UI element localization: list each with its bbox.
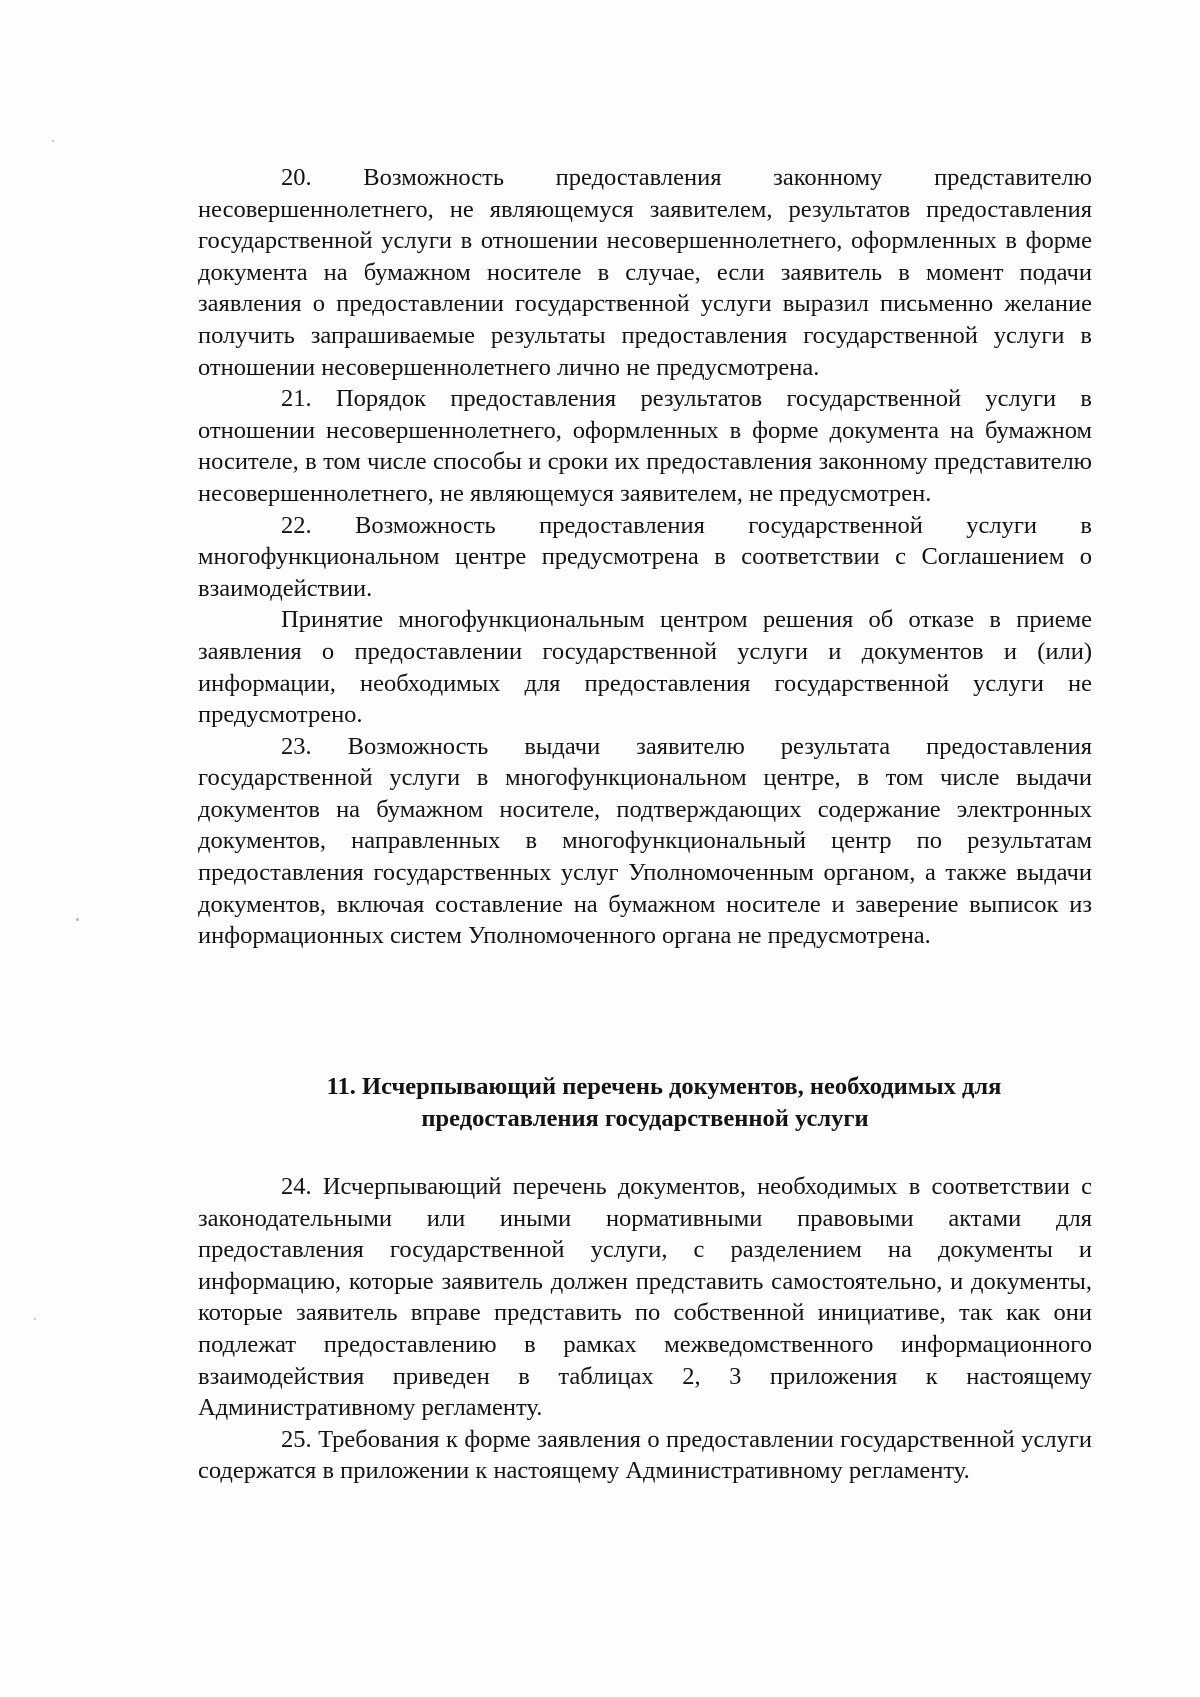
paragraph-25: 25. Требования к форме заявления о предоставлении государственной услуги содержатся в приложении к настоящему Административному регламенту. <box>198 1425 1092 1485</box>
body-text-top <box>198 162 1092 952</box>
scan-speck <box>76 918 79 921</box>
scan-speck <box>52 140 54 142</box>
paragraph-20: 20. Возможность предоставления законному представителю несовершеннолетнего, не являющемуся заявителем, результатов предоставления государственной услуги в отношении несовершеннолетнего, оформленных в форме документа на бумажном носителе в случае, если заявитель в момент подачи заявления о предоставлении государственной услуги выразил письменно желание получить запрашиваемые результаты предоставления государственной услуги в отношении несовершеннолетнего лично не предусмотрена. <box>198 164 1092 381</box>
scan-speck <box>34 1318 36 1320</box>
paragraph-22-continuation: Принятие многофункциональным центром решения об отказе в приеме заявления о предоставлении государственной услуги и документов и (или) информации, необходимых для предоставления государственной услуги не предусмотрено. <box>198 606 1092 729</box>
section-heading-line-1: 11. Исчерпывающий перечень документов, необходимых для <box>326 1073 1002 1100</box>
body-text-bottom <box>198 1171 1092 1487</box>
paragraph-23: 23. Возможность выдачи заявителю результата предоставления государственной услуги в многофункциональном центре, в том числе выдачи документов на бумажном носителе, подтверждающих содержание электронных документов, направленных в многофункциональный центр по результатам предоставления государственных услуг Уполномоченным органом, а также выдачи документов, включая составление на бумажном носителе и заверение выписок из информационных систем Уполномоченного органа не предусмотрена. <box>198 732 1092 950</box>
paragraph-24: 24. Исчерпывающий перечень документов, необходимых в соответствии с законодательными или иными нормативными правовыми актами для предоставления государственной услуги, с разделением на документы и информацию, которые заявитель должен представить самостоятельно, и документы, которые заявитель вправе представить по собственной инициативе, так как они подлежат предоставлению в рамках межведомственного информационного взаимодействия приведен в таблицах 2, 3 приложения к настоящему Административному регламенту. <box>198 1173 1092 1422</box>
paragraph-21: 21. Порядок предоставления результатов государственной услуги в отношении несовершеннолетнего, оформленных в форме документа на бумажном носителе, в том числе способы и сроки их предоставления законному представителю несовершеннолетнего, не являющемуся заявителем, не предусмотрен. <box>198 385 1092 507</box>
section-heading-line-2: предоставления государственной услуги <box>421 1104 869 1132</box>
paragraph-22: 22. Возможность предоставления государственной услуги в многофункциональном центре предусмотрена в соответствии с Соглашением о взаимодействии. <box>198 511 1092 602</box>
section-heading <box>198 1071 1092 1134</box>
